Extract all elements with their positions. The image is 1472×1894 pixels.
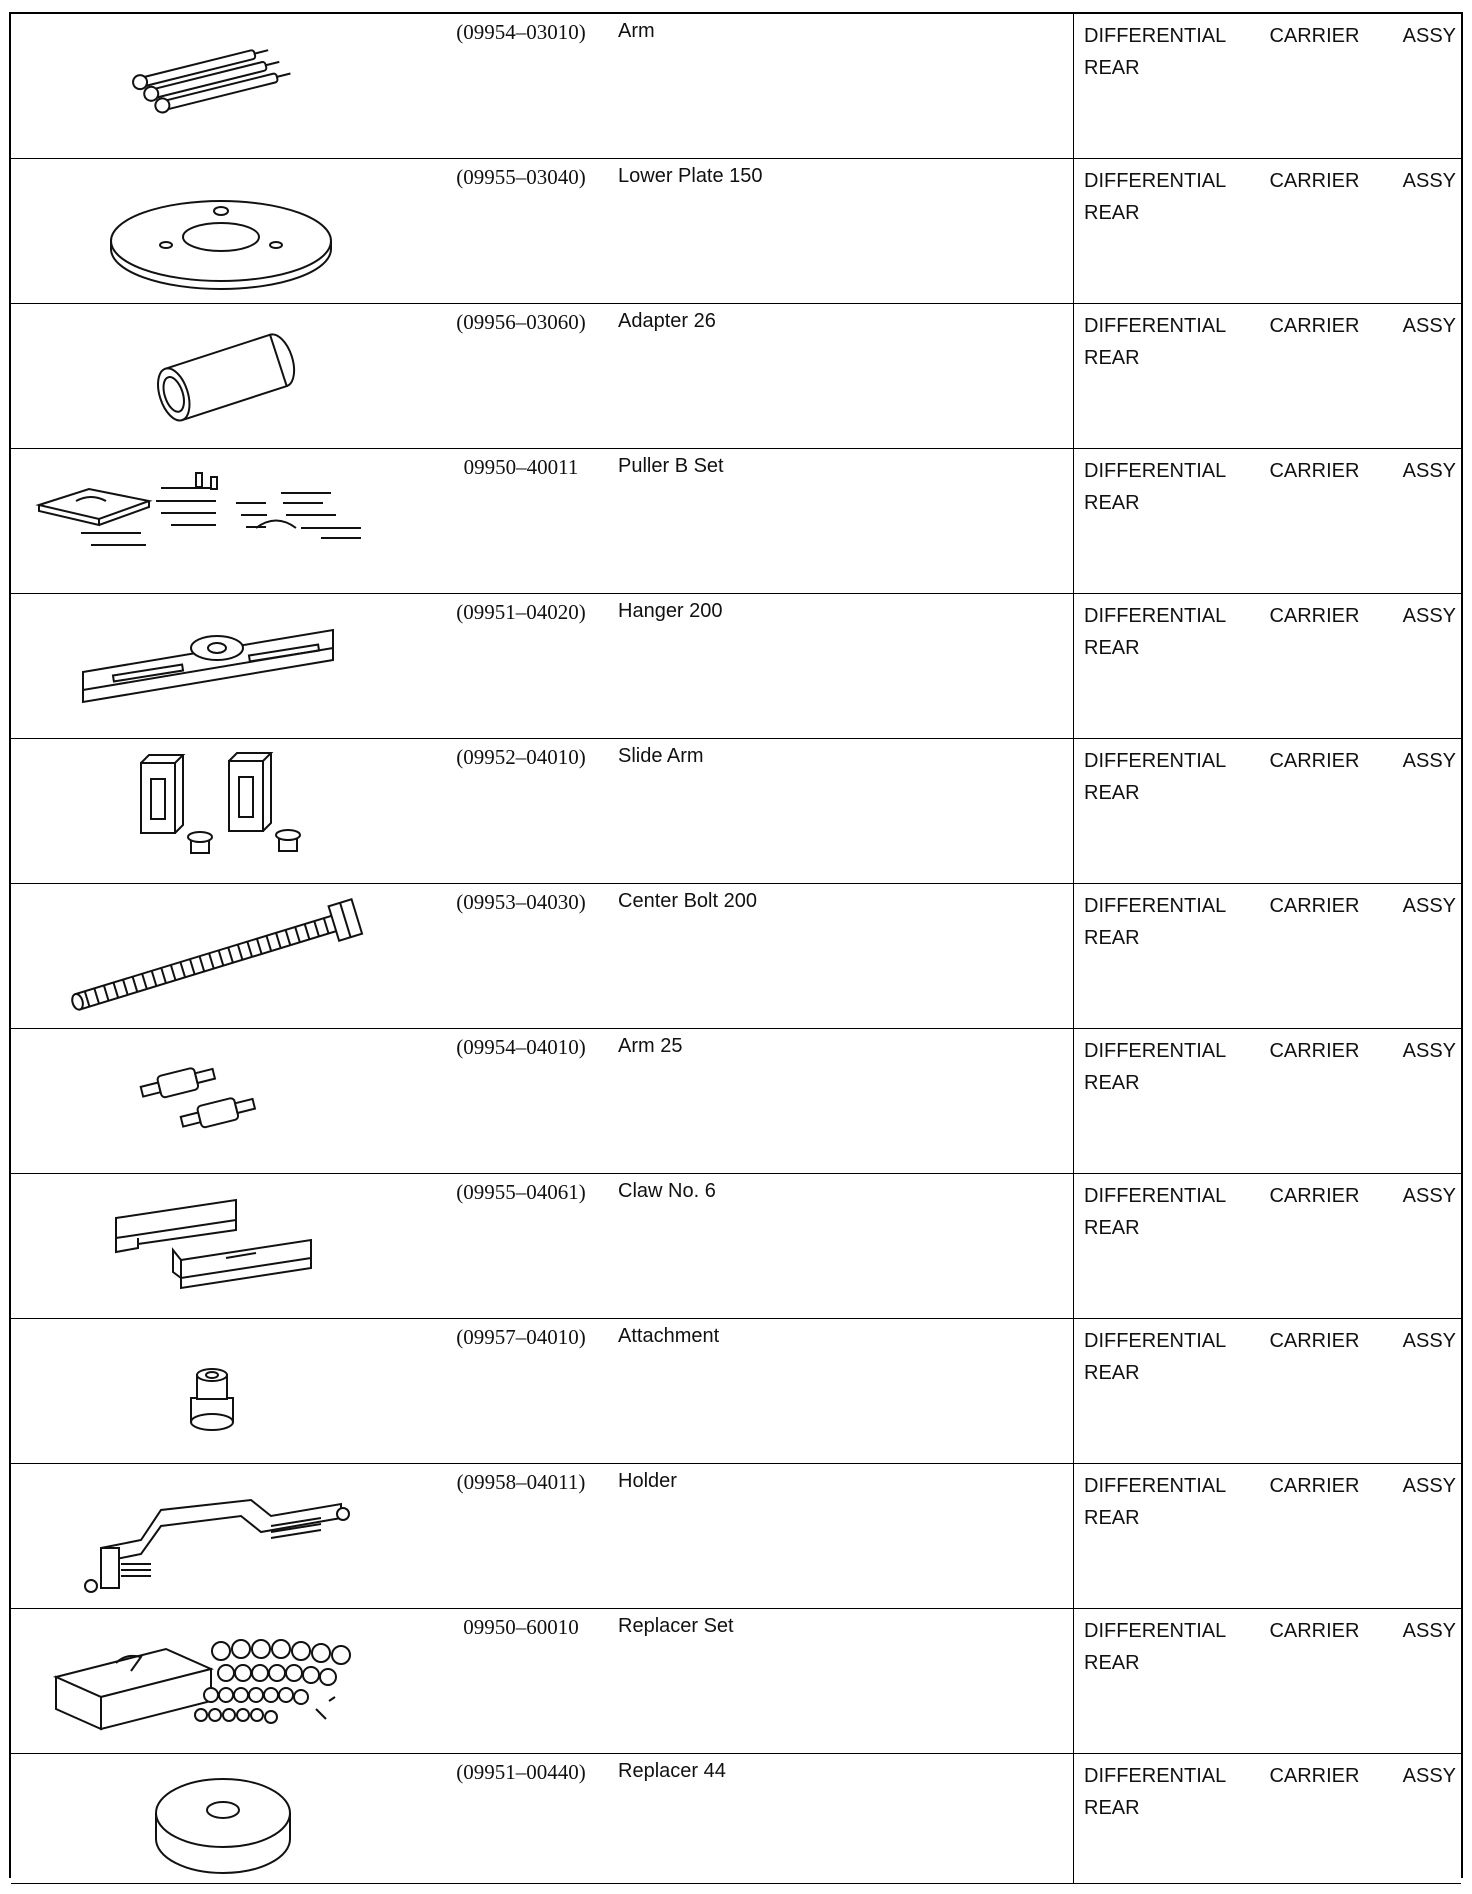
table-row: [11, 1754, 1461, 1884]
part-number: (09955–03040): [456, 165, 586, 189]
claw-icon: [21, 1178, 421, 1314]
table-row: [11, 1609, 1461, 1754]
column-divider: [1073, 1754, 1074, 1883]
center-bolt-icon: [21, 888, 421, 1024]
column-divider: [1073, 1174, 1074, 1318]
part-number: (09954–04010): [456, 1035, 586, 1059]
part-number: 09950–60010: [463, 1615, 579, 1639]
part-name: Replacer Set: [618, 1615, 734, 1637]
part-number: (09953–04030): [456, 890, 586, 914]
part-name: Holder: [618, 1470, 677, 1492]
hanger-bar-icon: [21, 598, 421, 734]
part-name: Claw No. 6: [618, 1180, 716, 1202]
adapter-sleeve-icon: [21, 308, 421, 444]
table-row: [11, 159, 1461, 304]
table-row: [11, 14, 1461, 159]
section-label: DIFFERENTIAL CARRIER ASSY REAR: [1084, 895, 1456, 949]
section-label: DIFFERENTIAL CARRIER ASSY REAR: [1084, 1330, 1456, 1384]
column-divider: [1073, 1029, 1074, 1173]
part-name: Hanger 200: [618, 600, 723, 622]
column-divider: [1073, 1319, 1074, 1463]
section-label: DIFFERENTIAL CARRIER ASSY REAR: [1084, 460, 1456, 514]
table-row: [11, 739, 1461, 884]
slide-arm-icon: [21, 743, 421, 879]
section-label: DIFFERENTIAL CARRIER ASSY REAR: [1084, 1475, 1456, 1529]
column-divider: [1073, 1464, 1074, 1608]
section-label: DIFFERENTIAL CARRIER ASSY REAR: [1084, 25, 1456, 79]
part-name: Center Bolt 200: [618, 890, 757, 912]
arm-rods-icon: [21, 18, 421, 154]
column-divider: [1073, 304, 1074, 448]
section-label: DIFFERENTIAL CARRIER ASSY REAR: [1084, 605, 1456, 659]
part-name: Adapter 26: [618, 310, 716, 332]
section-label: DIFFERENTIAL CARRIER ASSY REAR: [1084, 1620, 1456, 1674]
part-name: Attachment: [618, 1325, 720, 1347]
column-divider: [1073, 159, 1074, 303]
part-name: Slide Arm: [618, 745, 704, 767]
table-row: [11, 304, 1461, 449]
column-divider: [1073, 739, 1074, 883]
part-number: (09951–04020): [456, 600, 586, 624]
column-divider: [1073, 1609, 1074, 1753]
part-number: 09950–40011: [463, 455, 579, 479]
attachment-icon: [21, 1323, 421, 1459]
table-row: [11, 884, 1461, 1029]
part-name: Puller B Set: [618, 455, 724, 477]
table-row: [11, 1029, 1461, 1174]
part-number: (09956–03060): [456, 310, 586, 334]
table-row: [11, 449, 1461, 594]
section-label: DIFFERENTIAL CARRIER ASSY REAR: [1084, 315, 1456, 369]
column-divider: [1073, 449, 1074, 593]
puller-set-icon: [21, 453, 421, 589]
lower-plate-icon: [21, 163, 421, 299]
tool-table: [9, 12, 1463, 1878]
part-name: Arm 25: [618, 1035, 683, 1057]
replacer-set-icon: [21, 1613, 421, 1749]
holder-icon: [21, 1468, 421, 1604]
part-name: Lower Plate 150: [618, 165, 763, 187]
column-divider: [1073, 884, 1074, 1028]
table-row: [11, 594, 1461, 739]
part-number: (09957–04010): [456, 1325, 586, 1349]
part-number: (09954–03010): [456, 20, 586, 44]
part-number: (09955–04061): [456, 1180, 586, 1204]
part-number: (09952–04010): [456, 745, 586, 769]
section-label: DIFFERENTIAL CARRIER ASSY REAR: [1084, 1765, 1456, 1819]
section-label: DIFFERENTIAL CARRIER ASSY REAR: [1084, 750, 1456, 804]
table-row: [11, 1464, 1461, 1609]
part-number: (09958–04011): [456, 1470, 586, 1494]
section-label: DIFFERENTIAL CARRIER ASSY REAR: [1084, 1185, 1456, 1239]
part-name: Replacer 44: [618, 1760, 726, 1782]
replacer-disc-icon: [21, 1758, 421, 1894]
column-divider: [1073, 594, 1074, 738]
part-name: Arm: [618, 20, 655, 42]
column-divider: [1073, 14, 1074, 158]
section-label: DIFFERENTIAL CARRIER ASSY REAR: [1084, 170, 1456, 224]
table-row: [11, 1319, 1461, 1464]
part-number: (09951–00440): [456, 1760, 586, 1784]
table-row: [11, 1174, 1461, 1319]
arm-studs-icon: [21, 1033, 421, 1169]
section-label: DIFFERENTIAL CARRIER ASSY REAR: [1084, 1040, 1456, 1094]
